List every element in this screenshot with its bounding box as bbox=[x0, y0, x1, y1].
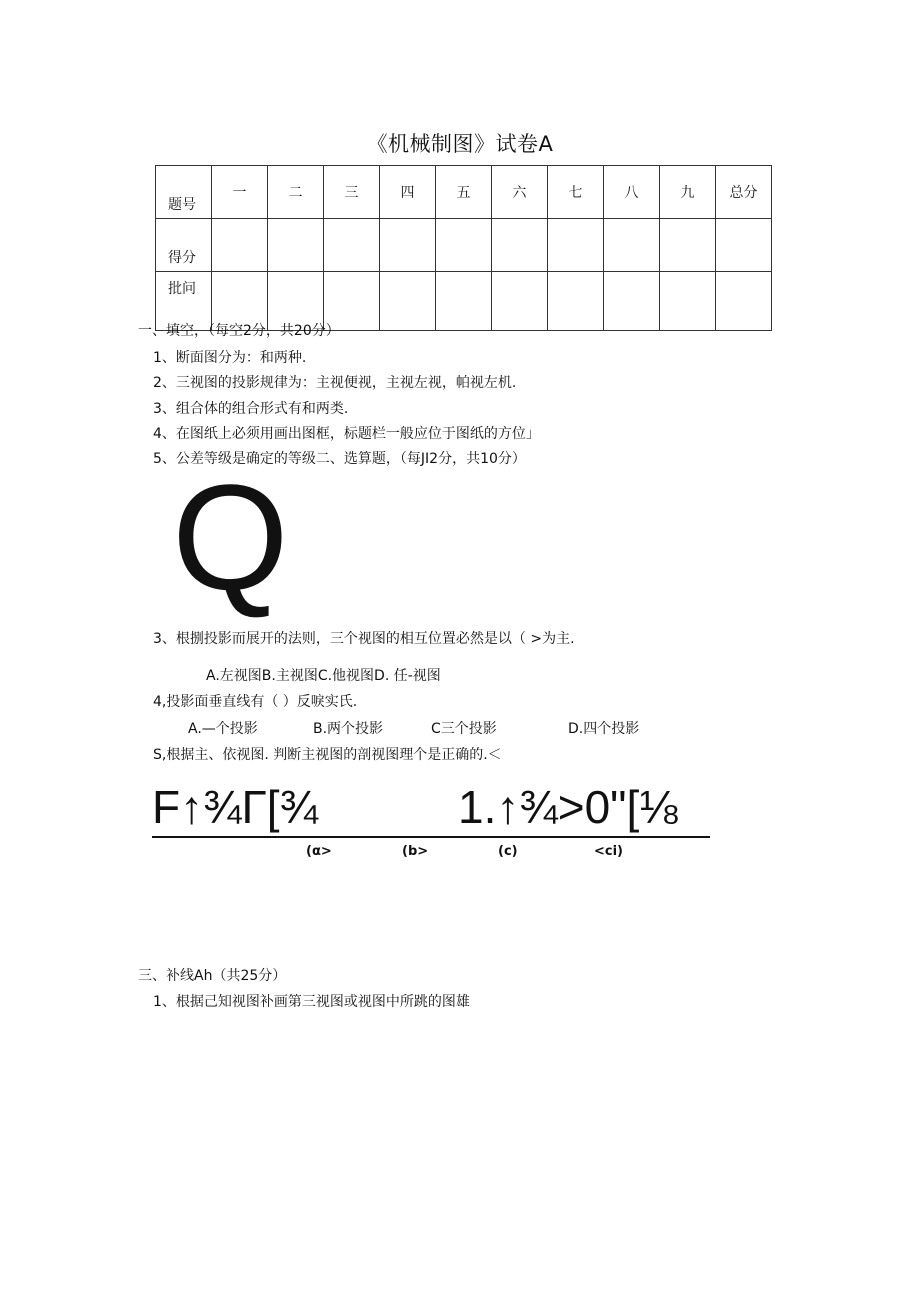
reviewer-cell[interactable] bbox=[716, 272, 772, 331]
option-b: B.两个投影 bbox=[313, 721, 384, 737]
section3-question-1: 1、根据己知视图补画第三视图或视图中所跳的图雄 bbox=[153, 994, 470, 1010]
column-header: 八 bbox=[604, 166, 660, 219]
score-row-label: 得分 bbox=[156, 219, 212, 272]
column-header: 九 bbox=[660, 166, 716, 219]
score-cell[interactable] bbox=[268, 219, 324, 272]
figure-label-b: (b> bbox=[402, 844, 429, 859]
section1-question-3: 3、组合体的组合形式有和两类. bbox=[153, 401, 349, 417]
figure-label-a: (α> bbox=[306, 844, 332, 859]
column-header: 七 bbox=[548, 166, 604, 219]
score-cell[interactable] bbox=[492, 219, 548, 272]
section1-heading: 一、填空，（每空2分，共20分） bbox=[138, 323, 340, 339]
score-cell[interactable] bbox=[324, 219, 380, 272]
section3-heading: 三、补线Ah（共25分） bbox=[138, 968, 287, 984]
section1-question-1: 1、断面图分为：和两种. bbox=[153, 350, 307, 366]
column-header: 四 bbox=[380, 166, 436, 219]
large-q-symbol: Q bbox=[172, 453, 289, 621]
score-cell[interactable] bbox=[380, 219, 436, 272]
section2-question-5: S,根据主、依视图. 判断主视图的剖视图理个是正确的.＜ bbox=[153, 747, 502, 763]
column-header: 总分 bbox=[716, 166, 772, 219]
column-header: 五 bbox=[436, 166, 492, 219]
column-header: 三 bbox=[324, 166, 380, 219]
score-row bbox=[156, 219, 772, 272]
figure-label-d: <ci) bbox=[594, 844, 623, 859]
option-a: A.—个投影 bbox=[188, 721, 258, 737]
section2-question-4: 4,投影面垂直线有（ ）反唳实氏. bbox=[153, 694, 358, 710]
option-c: C三个投影 bbox=[431, 721, 497, 737]
score-table bbox=[155, 165, 772, 331]
section1-question-4: 4、在图纸上必须用画出图框，标题栏一般应位于图纸的方位」 bbox=[153, 426, 540, 442]
reviewer-cell[interactable] bbox=[660, 272, 716, 331]
option-d: D.四个投影 bbox=[568, 721, 640, 737]
score-cell[interactable] bbox=[212, 219, 268, 272]
score-cell[interactable] bbox=[604, 219, 660, 272]
column-header: 六 bbox=[492, 166, 548, 219]
section2-question-3: 3、根捌投影而展开的法则，三个视图的相互位置必然是以（ >为主. bbox=[153, 631, 575, 647]
score-cell[interactable] bbox=[716, 219, 772, 272]
reviewer-cell[interactable] bbox=[380, 272, 436, 331]
column-header: 二 bbox=[268, 166, 324, 219]
column-header: 一 bbox=[212, 166, 268, 219]
figure-label-c: (c) bbox=[498, 844, 518, 859]
exam-title: 《机械制图》试卷A bbox=[366, 132, 554, 156]
header-label: 题号 bbox=[156, 166, 212, 219]
reviewer-row-label: 批问 bbox=[156, 272, 212, 331]
section2-question-3-options: A.左视图B.主视图C.他视图D. 任-视图 bbox=[206, 668, 441, 684]
section1-question-5: 5、公差等级是确定的等级二、选算题，（每JI2分，共10分） bbox=[153, 451, 526, 467]
score-table-header-row bbox=[156, 166, 772, 219]
reviewer-cell[interactable] bbox=[492, 272, 548, 331]
reviewer-cell[interactable] bbox=[548, 272, 604, 331]
reviewer-cell[interactable] bbox=[436, 272, 492, 331]
figure-baseline bbox=[152, 836, 710, 838]
score-cell[interactable] bbox=[436, 219, 492, 272]
score-cell[interactable] bbox=[548, 219, 604, 272]
score-cell[interactable] bbox=[660, 219, 716, 272]
section1-question-2: 2、三视图的投影规律为：主视便视，主视左视，帕视左机. bbox=[153, 375, 517, 391]
reviewer-cell[interactable] bbox=[604, 272, 660, 331]
garbled-figure-left: F↑¾Γ[¾ bbox=[152, 781, 318, 833]
garbled-figure-right: 1.↑¾>0"[⅛ bbox=[458, 781, 678, 833]
